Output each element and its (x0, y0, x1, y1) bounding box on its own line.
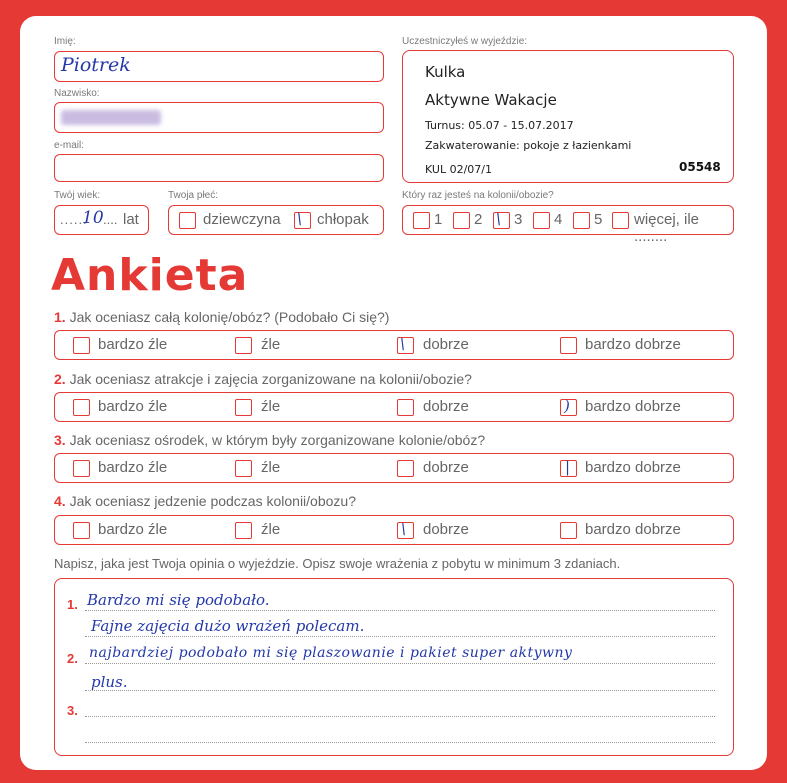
question-text: Jak oceniasz jedzenie podczas kolonii/obozu? (69, 493, 356, 509)
rating-label-very-good: bardzo dobrze (585, 336, 681, 353)
rating-checkbox-good[interactable] (397, 337, 414, 354)
survey-title: Ankieta (51, 250, 249, 301)
rating-checkbox-good[interactable] (397, 399, 414, 416)
age-value: 10 (82, 208, 104, 228)
times-option-1: 1 (434, 211, 443, 228)
age-unit: lat (123, 211, 139, 228)
rating-checkbox-very-good[interactable] (560, 460, 577, 477)
gender-field (168, 205, 384, 235)
checkmark-icon: \ (400, 335, 406, 353)
rating-checkbox-very-good[interactable] (560, 337, 577, 354)
question-3 (54, 432, 485, 448)
age-dots-2: .... (103, 212, 118, 227)
times-option-more: więcej, ile ........ (634, 211, 700, 245)
name-field[interactable] (54, 51, 384, 82)
rating-checkbox-bad[interactable] (235, 522, 252, 539)
email-field[interactable] (54, 154, 384, 182)
age-field[interactable] (54, 205, 149, 235)
email-label: e-mail: (54, 140, 85, 151)
rating-row-4 (54, 515, 734, 545)
rating-checkbox-very-good[interactable] (560, 522, 577, 539)
writing-line (85, 663, 715, 664)
rating-label-very-good: bardzo dobrze (585, 459, 681, 476)
opinion-line-2: Fajne zajęcia dużo wrażeń polecam. (91, 617, 365, 635)
rating-label-good: dobrze (423, 336, 469, 353)
rating-label-bad: źle (261, 398, 281, 415)
trip-turnus: Turnus: 05.07 - 15.07.2017 (425, 119, 574, 132)
checkmark-icon: \ (496, 210, 502, 228)
rating-checkbox-bad[interactable] (235, 337, 252, 354)
question-number: 4. (54, 493, 66, 509)
rating-label-very-bad: bardzo źle (98, 398, 168, 415)
opinion-line-1: Bardzo mi się podobało. (87, 591, 270, 609)
trip-title: Kulka (425, 63, 466, 81)
times-checkbox-3[interactable] (493, 212, 510, 229)
question-4 (54, 493, 356, 509)
surname-label: Nazwisko: (54, 88, 100, 99)
rating-checkbox-very-good[interactable] (560, 399, 577, 416)
opinion-prompt: Napisz, jaka jest Twoja opinia o wyjeździe. Opisz swoje wrażenia z pobytu w minimum 3 zdaniach. (54, 556, 621, 571)
checkmark-icon: ) (564, 397, 570, 415)
question-text: Jak oceniasz ośrodek, w którym były zorganizowane kolonie/obóz? (69, 432, 486, 448)
checkmark-icon: \ (401, 520, 407, 538)
trip-info-card (402, 50, 734, 183)
rating-row-3 (54, 453, 734, 483)
gender-label: Twoja płeć: (168, 190, 219, 201)
question-text: Jak oceniasz całą kolonię/obóz? (Podobało Ci się?) (69, 309, 390, 325)
age-label: Twój wiek: (54, 190, 101, 201)
writing-line (85, 610, 715, 611)
rating-checkbox-good[interactable] (397, 460, 414, 477)
rating-checkbox-bad[interactable] (235, 399, 252, 416)
trip-number: 05548 (679, 160, 721, 174)
gender-checkbox-boy[interactable] (294, 212, 311, 229)
opinion-line-3: najbardziej podobało mi się plaszowanie i pakiet super aktywny (89, 645, 573, 661)
gender-checkbox-girl[interactable] (179, 212, 196, 229)
rating-checkbox-good[interactable] (397, 522, 414, 539)
times-field (402, 205, 734, 245)
age-dots: ...... (60, 212, 88, 227)
opinion-number-3: 3. (67, 703, 78, 718)
rating-label-good: dobrze (423, 398, 469, 415)
rating-label-bad: źle (261, 521, 281, 538)
rating-label-very-good: bardzo dobrze (585, 521, 681, 538)
rating-checkbox-very-bad[interactable] (73, 460, 90, 477)
trip-lodging: Zakwaterowanie: pokoje z łazienkami (425, 139, 632, 152)
writing-line (85, 742, 715, 743)
writing-line (85, 636, 715, 637)
question-number: 2. (54, 371, 66, 387)
trip-subtitle: Aktywne Wakacje (425, 91, 557, 109)
rating-label-very-bad: bardzo źle (98, 336, 168, 353)
rating-checkbox-very-bad[interactable] (73, 337, 90, 354)
trip-code: KUL 02/07/1 (425, 163, 492, 176)
opinion-number-1: 1. (67, 597, 78, 612)
redacted-surname (61, 110, 161, 125)
times-checkbox-1[interactable] (413, 212, 430, 229)
surname-field[interactable] (54, 102, 384, 133)
rating-label-very-good: bardzo dobrze (585, 398, 681, 415)
checkmark-icon: | (565, 458, 571, 476)
rating-row-1 (54, 330, 734, 360)
checkmark-icon: \ (297, 210, 303, 228)
gender-option-girl: dziewczyna (203, 211, 281, 228)
opinion-number-2: 2. (67, 651, 78, 666)
trip-label: Uczestniczyłeś w wyjeździe: (402, 36, 528, 47)
rating-row-2 (54, 392, 734, 422)
times-checkbox-2[interactable] (453, 212, 470, 229)
rating-label-bad: źle (261, 336, 281, 353)
rating-label-very-bad: bardzo źle (98, 459, 168, 476)
survey-sheet (20, 16, 767, 770)
times-checkbox-4[interactable] (533, 212, 550, 229)
times-checkbox-5[interactable] (573, 212, 590, 229)
gender-option-boy: chłopak (317, 211, 369, 228)
name-label: Imię: (54, 36, 76, 47)
rating-checkbox-bad[interactable] (235, 460, 252, 477)
times-option-4: 4 (554, 211, 563, 228)
opinion-line-4: plus. (91, 673, 128, 691)
rating-label-very-bad: bardzo źle (98, 521, 168, 538)
question-text: Jak oceniasz atrakcje i zajęcia zorganizowane na kolonii/obozie? (69, 371, 472, 387)
times-checkbox-more[interactable] (612, 212, 629, 229)
question-2 (54, 371, 472, 387)
times-option-2: 2 (474, 211, 483, 228)
rating-label-good: dobrze (423, 459, 469, 476)
rating-checkbox-very-bad[interactable] (73, 522, 90, 539)
writing-line (85, 716, 715, 717)
rating-label-good: dobrze (423, 521, 469, 538)
rating-checkbox-very-bad[interactable] (73, 399, 90, 416)
question-number: 3. (54, 432, 66, 448)
question-number: 1. (54, 309, 66, 325)
times-option-5: 5 (594, 211, 603, 228)
name-value: Piotrek (61, 54, 131, 76)
times-option-3: 3 (514, 211, 523, 228)
rating-label-bad: źle (261, 459, 281, 476)
question-1 (54, 309, 389, 325)
times-label: Który raz jesteś na kolonii/obozie? (402, 190, 554, 201)
opinion-textarea[interactable] (54, 578, 734, 756)
writing-line (85, 690, 715, 691)
